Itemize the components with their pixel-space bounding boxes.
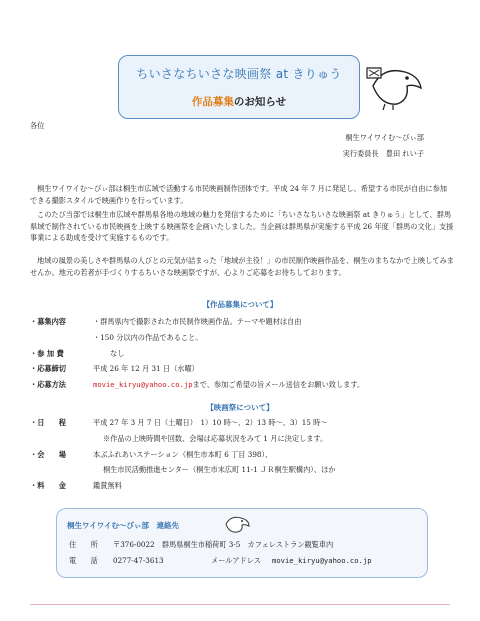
section-title-festival: 【映画祭について】	[206, 403, 274, 412]
body-paragraph-3: 地域の風景の美しさや群馬県の人びとの元気が詰まった「地域が主役！」の市民制作映画作品を、桐生のまちなかで上映してみませんか。地元の若者が手づくりするちいさな映画祭ですが、心よりご応募をお待ちしております。	[30, 256, 454, 277]
contact-phone-label: 電 話	[69, 556, 98, 565]
small-bird-icon	[223, 512, 251, 534]
festival-value-venue-1: 本ぶふれあいステーション（桐生市本町 6 丁目 398）、	[93, 450, 273, 459]
recruit-method-text: まで、参加ご希望の旨メール送信をお願い致します。	[192, 380, 365, 389]
bird-mascot-icon	[363, 58, 425, 110]
section-title-recruit: 【作品募集について】	[202, 300, 278, 309]
subtitle-accent: 作品募集	[191, 96, 234, 108]
recruit-email-link[interactable]: movie_kiryu@yahoo.co.jp	[93, 380, 193, 389]
contact-address: 〒376-0022 群馬県桐生市稲荷町 3-5 カフェレストラン観覧車内	[113, 540, 334, 549]
recruit-value-fee: なし	[110, 349, 125, 358]
recruit-value-method	[93, 380, 364, 390]
festival-label-venue: ・会 場	[30, 450, 66, 459]
contact-email-label: メールアドレス	[211, 556, 261, 565]
festival-value-venue-2: 桐生市民活動推進センター（桐生市末広町 11-1 ＪＲ桐生駅構内）、ほか	[103, 465, 336, 474]
festival-value-fee: 鑑賞無料	[93, 481, 122, 490]
recruit-value-deadline: 平成 26 年 12 月 31 日（水曜）	[93, 364, 199, 373]
festival-value-date: 平成 27 年 3 月 7 日（土曜日） 1）10 時～、2）13 時～、3）15 時～	[93, 418, 328, 427]
event-title: ちいさなちいさな映画祭 at きりゅう	[136, 67, 342, 81]
festival-value-note: ※作品の上映時間や回数、会場は応募状況をみて 1 月に決定します。	[103, 434, 328, 443]
recruit-label-content: ・募集内容	[30, 317, 66, 326]
recruit-label-fee: ・参 加 費	[30, 349, 64, 358]
notice-subtitle	[119, 94, 359, 109]
recruit-value-content: ・群馬県内で撮影された市民制作映画作品。テーマや題材は自由	[93, 317, 302, 326]
addressee: 各位	[30, 121, 45, 130]
body-paragraph-2: このたび当部では桐生市広域や群馬県各地の地域の魅力を発信するために「ちいさなちいさな映画祭 at きりゅう」として、群馬県域で制作されている市民映画を上映する映画祭を企画いたしました。当企画は群馬県が実施する平成 26 年度「群馬の文化」支援事業による助成を受けて実施するものです。	[30, 210, 454, 243]
contact-phone[interactable]: 0277-47-3613	[113, 556, 164, 565]
title-box	[118, 55, 360, 119]
festival-label-fee: ・料 金	[30, 481, 66, 490]
recruit-label-method: ・応募方法	[30, 380, 66, 389]
recruit-label-deadline: ・応募締切	[30, 364, 66, 373]
sender-name: 実行委員長 豊田 れい子	[342, 149, 424, 158]
subtitle-rest: のお知らせ	[233, 96, 287, 108]
body-paragraph-1: 桐生ワイワイむ～びぃ部は桐生市広域で活動する市民映画制作団体です。平成 24 年 7 月に発足し、希望する市民が自由に参加できる撮影スタイルで映画作りを行っています。	[30, 184, 447, 205]
contact-title: 桐生ワイワイむ～びぃ部 連絡先	[67, 521, 180, 530]
recruit-value-length: ・150 分以内の作品であること。	[93, 333, 203, 342]
contact-address-label: 住 所	[69, 540, 98, 549]
contact-email[interactable]: movie_kiryu@yahoo.co.jp	[272, 556, 372, 565]
contact-box	[56, 508, 428, 578]
bottom-divider	[30, 604, 450, 605]
sender-org: 桐生ワイワイむ～びぃ部	[345, 133, 424, 142]
festival-label-date: ・日 程	[30, 418, 66, 427]
